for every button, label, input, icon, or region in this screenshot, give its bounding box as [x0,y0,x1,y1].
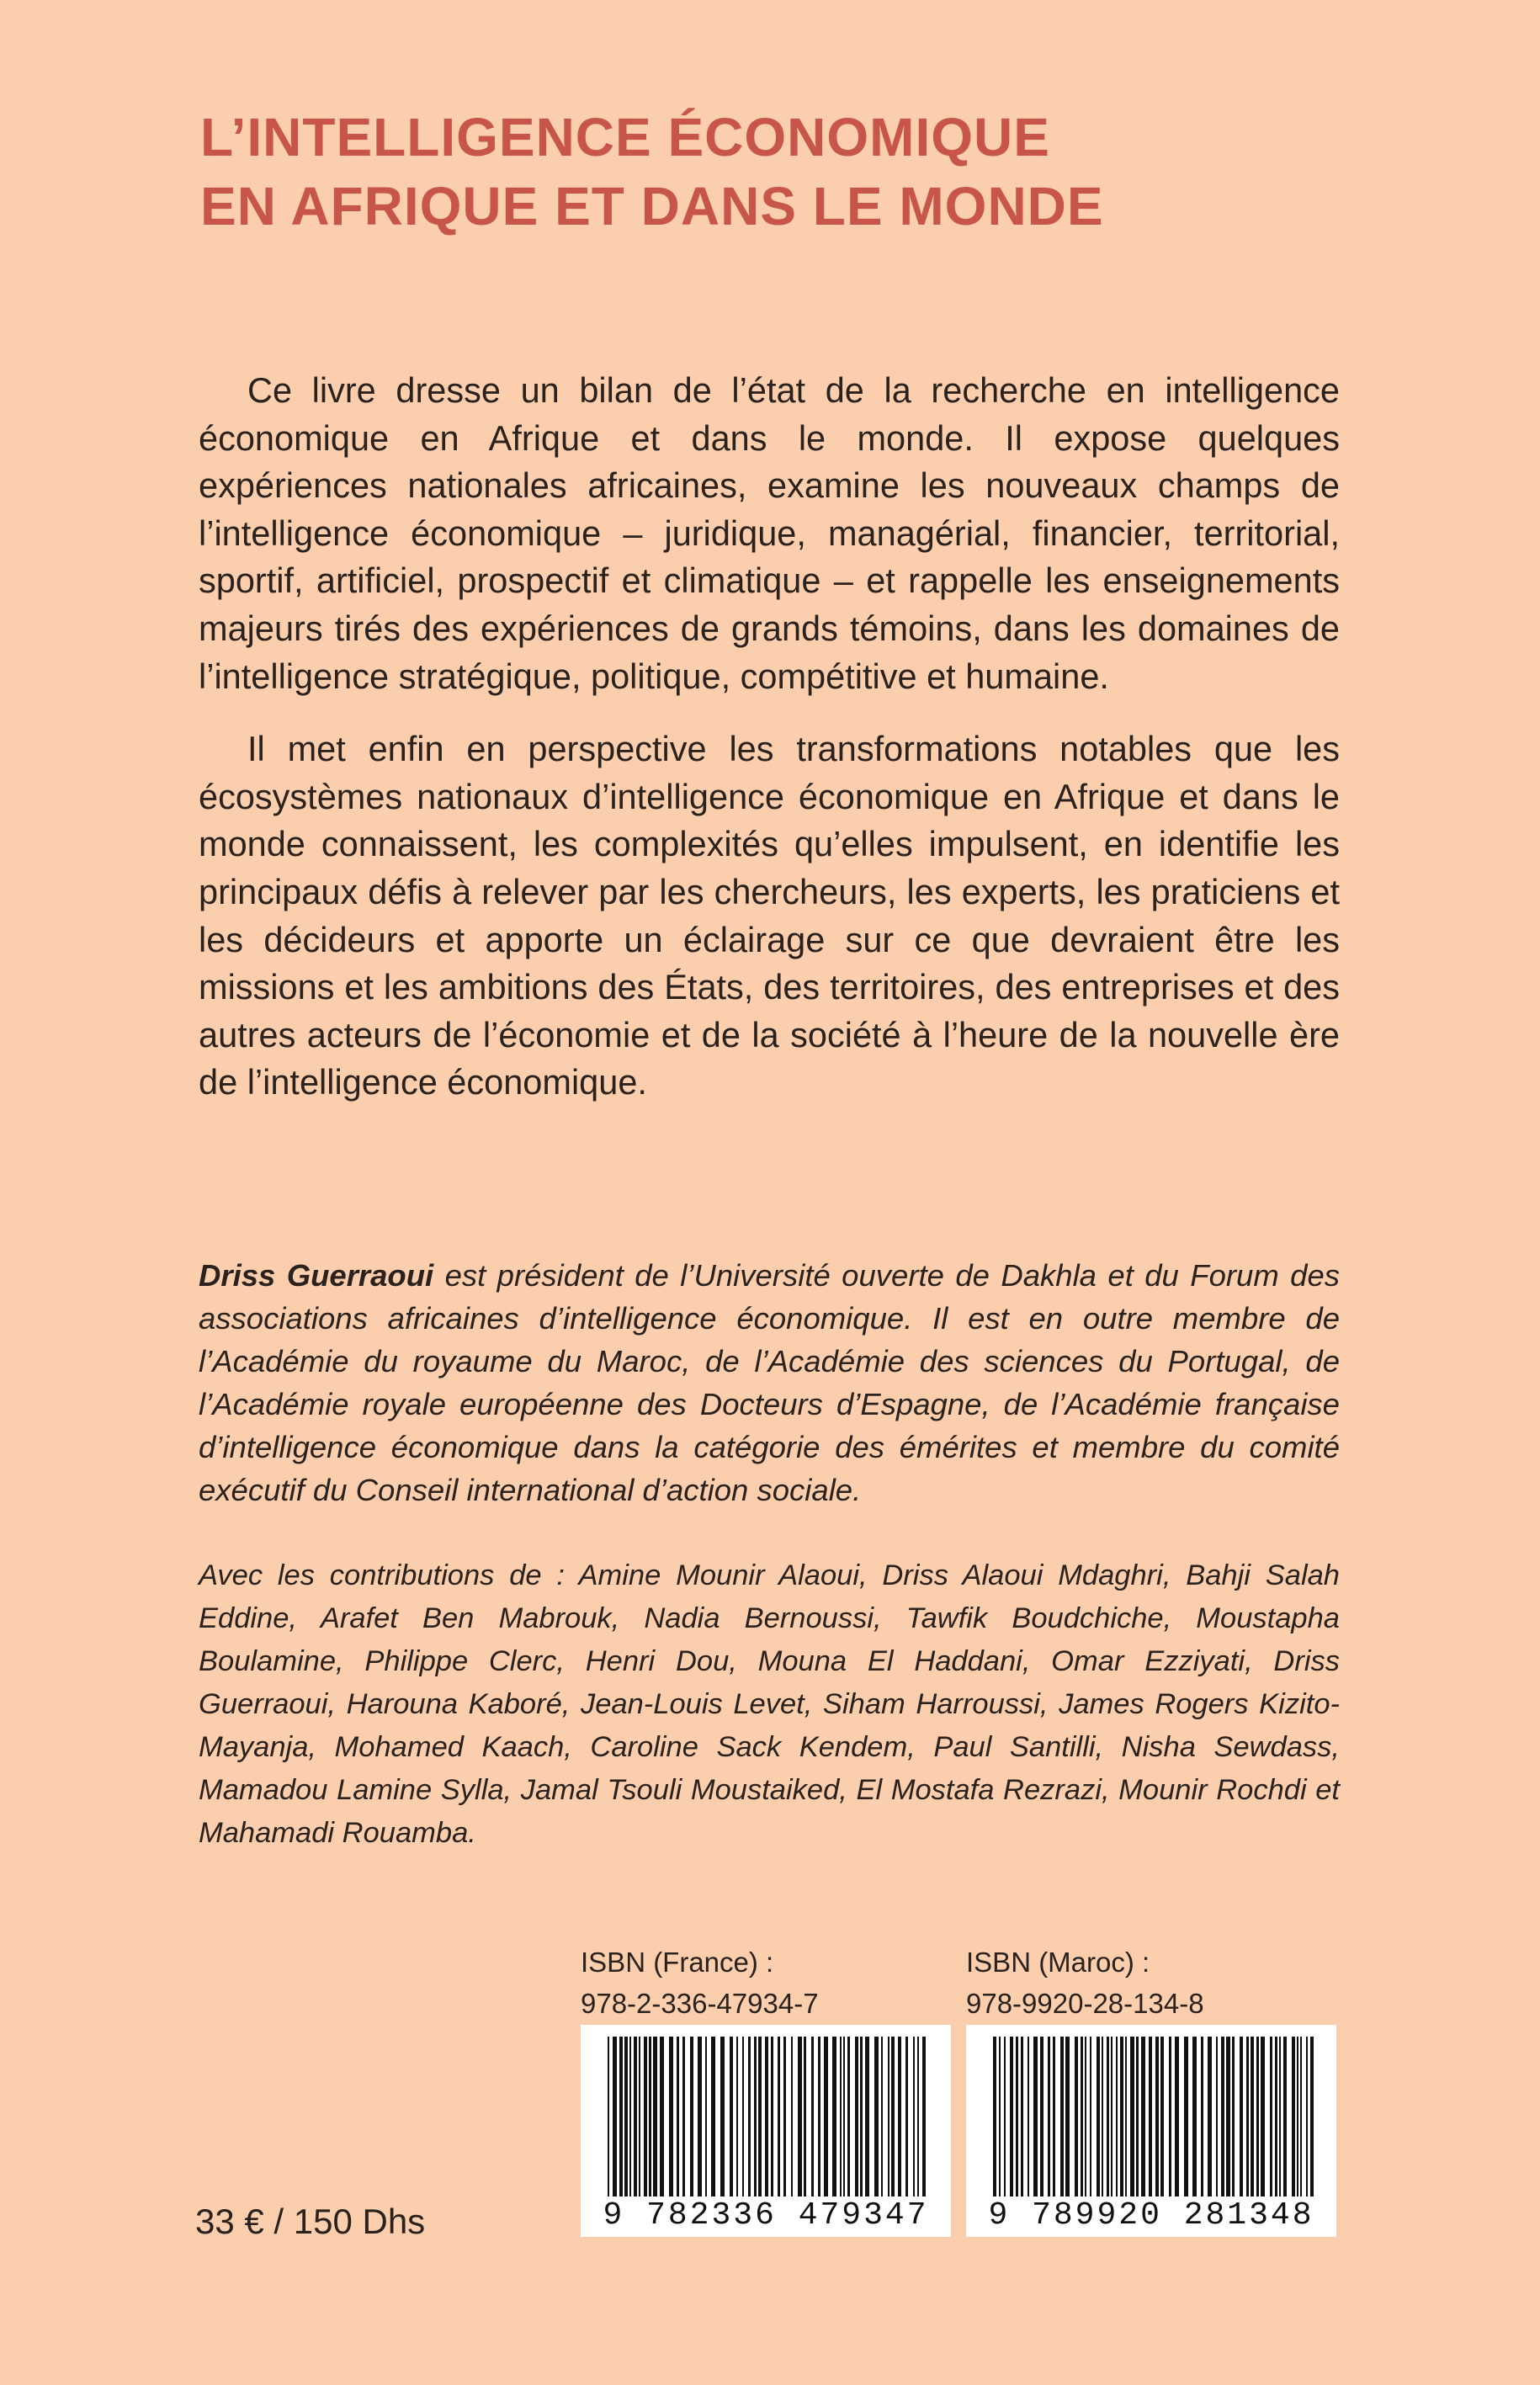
barcode-bar [1175,2037,1179,2196]
barcode-bar [1081,2037,1083,2196]
barcode-bar [1021,2037,1023,2196]
barcode-bar [644,2037,647,2196]
isbn-france [581,1941,819,2024]
barcode-bar [1221,2037,1224,2196]
barcode-bar [1097,2037,1100,2196]
barcode-bar [993,2037,996,2196]
barcode-bar [832,2037,836,2196]
barcode-maroc-bars [976,2037,1326,2196]
barcode-bar [891,2037,895,2196]
barcode-bar [1261,2037,1265,2196]
barcode-bar [1040,2037,1043,2196]
barcode-bar [1160,2037,1164,2196]
barcode-bar [720,2037,725,2196]
barcode-bar [791,2037,793,2196]
barcode-bar [798,2037,802,2196]
barcode-bar [913,2037,915,2196]
title-line-1: L’INTELLIGENCE ÉCONOMIQUE [200,107,1050,167]
barcode-bar [818,2037,820,2196]
barcode-bar [765,2037,768,2196]
barcode-bar [1184,2037,1188,2196]
barcode-bar [629,2037,631,2196]
barcode-bar [634,2037,637,2196]
barcode-bar [736,2037,738,2196]
barcode-bar [1116,2037,1118,2196]
barcode-bar [1111,2037,1113,2196]
barcode-bar [1270,2037,1272,2196]
barcode-bar [881,2037,883,2196]
isbn-maroc-label: ISBN (Maroc) : [966,1947,1150,1978]
barcode-bar [917,2037,919,2196]
barcode-bar [824,2037,828,2196]
barcode-bar [613,2037,617,2196]
barcode-bar [1279,2037,1281,2196]
barcode-france-bars [591,2037,941,2196]
isbn-maroc-number: 978-9920-28-134-8 [966,1988,1204,2019]
isbn-france-number: 978-2-336-47934-7 [581,1988,819,2019]
barcode-bar [783,2037,786,2196]
barcode-bar [1283,2037,1287,2196]
barcode-bar [888,2037,889,2196]
barcode-bar [1169,2037,1171,2196]
author-name: Driss Guerraoui [199,1258,434,1293]
barcode-bar [624,2037,628,2196]
barcode-bar [1136,2037,1139,2196]
barcode-bar [1240,2037,1243,2196]
barcode-bar [840,2037,842,2196]
barcode-bar [1060,2037,1064,2196]
barcode-maroc [966,2025,1336,2237]
barcode-france-digits: 9 782336 479347 [581,2196,951,2235]
barcode-bar [1102,2037,1103,2196]
barcode-bar [1251,2037,1254,2196]
barcode-bar [619,2037,623,2196]
barcode-bar [660,2037,664,2196]
barcode-bar [1232,2037,1235,2196]
barcode-bar [669,2037,673,2196]
barcode-bar [1306,2037,1308,2196]
barcode-bar [649,2037,651,2196]
barcode-bar [758,2037,762,2196]
author-bio [199,1254,1340,1511]
barcode-bar [1275,2037,1277,2196]
barcode-bar [1297,2037,1298,2196]
barcode-bar [1085,2037,1086,2196]
summary-paragraph-2: Il met enfin en perspective les transformations notables que les écosystèmes nationaux d’intelligence économique en Afrique et dans le monde connaissent, les complexités qu’elles impulsent, en identifie les principaux défis à relever par les chercheurs, les experts, les praticiens et les décideurs et apporte un éclairage sur ce que devraient être les missions et les ambitions des États, des territoires, des entreprises et des autres acteurs de l’économie et de la société à l’heure de la nouvelle ère de l’intelligence économique. [199,729,1340,1102]
barcode-bar [1300,2037,1302,2196]
barcode-maroc-digits: 9 789920 281348 [966,2196,1336,2235]
barcode-bar [1016,2037,1018,2196]
barcode-bar [1033,2037,1038,2196]
barcode-bar [705,2037,707,2196]
barcode-bar [1192,2037,1197,2196]
barcode-bar [847,2037,850,2196]
barcode-bar [855,2037,858,2196]
barcode-bar [1155,2037,1159,2196]
isbn-maroc [966,1941,1204,2024]
barcode-bar [698,2037,702,2196]
barcode-bar [1208,2037,1212,2196]
barcode-bar [811,2037,814,2196]
barcode-bar [999,2037,1001,2196]
barcode-bar [1141,2037,1145,2196]
barcode-bar [1201,2037,1203,2196]
barcode-bar [922,2037,926,2196]
barcode-bar [860,2037,863,2196]
price: 33 € / 150 Dhs [195,2202,426,2241]
barcode-bar [1246,2037,1249,2196]
barcode-bar [843,2037,845,2196]
barcode-bar [1292,2037,1295,2196]
barcode-bar [1310,2037,1314,2196]
barcode-bar [771,2037,773,2196]
barcode-bar [804,2037,806,2196]
barcode-bar [690,2037,693,2196]
barcode-bar [905,2037,908,2196]
barcode-bar [711,2037,715,2196]
barcode-bar [1065,2037,1070,2196]
barcode-bar [1053,2037,1055,2196]
barcode-bar [639,2037,640,2196]
author-bio-text: est président de l’Université ouverte de Dakhla et du Forum des associations africaines d’intelligence économique. Il est en outre membre de l’Académie du royaume du Maroc, de l’Académie des sciences du Portugal, de l’Académie royale européenne des Docteurs d’Espagne, de l’Académie française d’intelligence économique dans la catégorie des émérites et membre du comité exécutif du Conseil international d’action sociale. [199,1258,1340,1507]
barcode-bar [1149,2037,1152,2196]
barcode-bar [730,2037,733,2196]
contributors: Avec les contributions de : Amine Mounir Alaoui, Driss Alaoui Mdaghri, Bahji Salah Eddine, Arafet Ben Mabrouk, Nadia Bernoussi, Tawfik Boudchiche, Moustapha Boulamine, Philippe Clerc, Henri Dou, Mouna El Haddani, Omar Ezziyati, Driss Guerraoui, Harouna Kaboré, Jean-Louis Levet, Siham Harroussi, James Rogers Kizito-Mayanja, Mohamed Kaach, Caroline Sack Kendem, Paul Santilli, Nisha Sewdass, Mamadou Lamine Sylla, Jamal Tsouli Moustaiked, El Mostafa Rezrazi, Mounir Rochdi et Mahamadi Rouamba. [199,1559,1340,1849]
barcode-bar [865,2037,869,2196]
barcode-bar [748,2037,751,2196]
barcode-bar [1048,2037,1050,2196]
barcode-bar [1107,2037,1109,2196]
title-line-2: EN AFRIQUE ET DANS LE MONDE [200,176,1104,236]
barcode-bar [677,2037,679,2196]
barcode-bar [754,2037,757,2196]
summary [199,367,1340,1107]
book-title [200,103,1378,241]
barcode-france [581,2025,951,2237]
barcode-bar [608,2037,609,2196]
barcode-bar [1090,2037,1091,2196]
barcode-bar [742,2037,744,2196]
barcode-bar [1028,2037,1029,2196]
barcode-bar [874,2037,879,2196]
barcode-bar [1130,2037,1134,2196]
barcode-bar [898,2037,901,2196]
summary-paragraph-1: Ce livre dresse un bilan de l’état de la recherche en intelligence économique en Afrique et dans le monde. Il expose quelques expériences nationales africaines, examine les nouveaux champs de l’intelligence économique – juridique, managérial, financier, territorial, sportif, artificiel, prospectif et climatique – et rappelle les enseignements majeurs tirés des expériences de grands témoins, dans les domaines de l’intelligence stratégique, politique, compétitive et humaine. [199,370,1340,696]
barcode-bar [682,2037,685,2196]
barcode-bar [1216,2037,1218,2196]
barcode-bar [1125,2037,1127,2196]
barcode-bar [1120,2037,1123,2196]
barcode-bar [1226,2037,1230,2196]
barcode-bar [1075,2037,1078,2196]
barcode-bar [1010,2037,1013,2196]
barcode-bar [1004,2037,1006,2196]
barcode-bar [778,2037,780,2196]
isbn-france-label: ISBN (France) : [581,1947,774,1978]
barcode-bar [1256,2037,1259,2196]
barcode-bar [653,2037,657,2196]
